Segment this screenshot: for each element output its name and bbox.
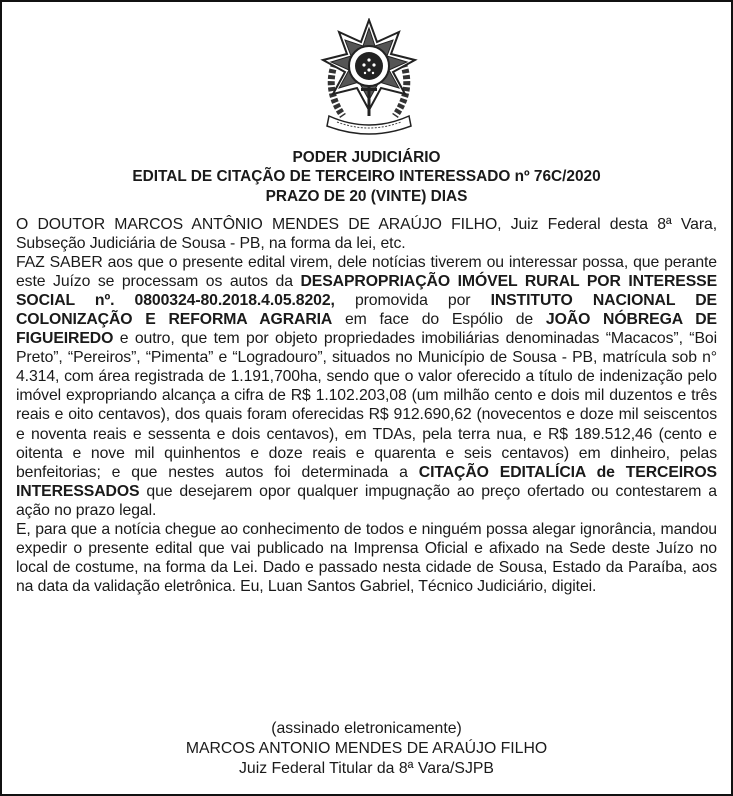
intro-paragraph: O DOUTOR MARCOS ANTÔNIO MENDES DE ARAÚJO FILHO, Juiz Federal desta 8ª Vara, Subseção Judiciária de Sousa - PB, na forma da lei, etc. — [16, 216, 717, 253]
plaintiff-name: INSTITUTO NACIONAL DE COLONIZAÇÃO E REFORMA AGRARIA — [16, 292, 717, 329]
signatory-name: MARCOS ANTONIO MENDES DE ARAÚJO FILHO — [185, 740, 548, 757]
deadline-title: PRAZO DE 20 (VINTE) DIAS — [265, 188, 468, 205]
signatory-role: Juiz Federal Titular da 8ª Vara/SJPB — [239, 760, 494, 777]
defendant-name: JOÃO NÓBREGA DE FIGUEIREDO — [16, 311, 717, 348]
action-type: DESAPROPRIAÇÃO IMÓVEL RURAL POR INTERESSE SOCIAL nº. 0800324-80.2018.4.05.8202, — [16, 273, 717, 310]
closing-paragraph: E, para que a notícia chegue ao conhecimento de todos e ninguém possa alegar ignorância, mandou expedir o presente edital que vai publicado na Imprensa Oficial e afixado na Sede deste Juízo no local de costume, na forma da Lei. Dado e passado nesta cidade de Sousa, Estado da Paraíba, aos na data da validação eletrônica. Eu, Luan Santos Gabriel, Técnico Judiciário, digitei. — [16, 520, 717, 595]
court-title: PODER JUDICIÁRIO — [292, 149, 441, 166]
signature-note: (assinado eletronicamente) — [271, 720, 462, 737]
citation-type: CITAÇÃO EDITALÍCIA de TERCEIROS INTERESSADOS — [16, 463, 717, 500]
notice-title: EDITAL DE CITAÇÃO DE TERCEIRO INTERESSADO nº 76C/2020 — [132, 168, 601, 185]
main-paragraph: FAZ SABER aos que o presente edital virem, dele notícias tiverem ou interessar possa, que perante este Juízo se processam os autos da DESAPROPRIAÇÃO IMÓVEL RURAL POR INTERESSE SOCIAL nº. 0800324-80.2018.4.05.8202, promovida por INSTITUTO NACIONAL DE COLONIZAÇÃO E REFORMA AGRARIA em face do Espólio de JOÃO NÓBREGA DE FIGUEIREDO e outro, que tem por objeto propriedades imobiliárias denominadas “Macacos”, “Boi Preto”, “Pereiros”, “Pimenta” e “Logradouro”, situados no Município de Sousa - PB, matrícula sob n° 4.314, com área registrada de 1.191,700ha, sendo que o valor oferecido a título de indenização pelo imóvel expropriando alcança a cifra de R$ 1.102.203,08 (um milhão cento e dois mil duzentos e três reais e oito centavos), dos quais foram oferecidas R$ 912.690,62 (novecentos e doze mil seiscentos e noventa reais e sessenta e dois centavos), em TDAs, pela terra nua, e R$ 189.512,46 (cento e oitenta e nove mil quinhentos e doze reais e quarenta e seis centavos) em dinheiro, pelas benfeitorias; e que nestes autos foi determinada a CITAÇÃO EDITALÍCIA de TERCEIROS INTERESSADOS que desejarem opor qualquer impugnação ao preço ofertado ou contestarem a ação no prazo legal. — [16, 254, 717, 519]
notice-body — [16, 215, 717, 596]
brazil-coat-of-arms-icon — [313, 18, 425, 138]
